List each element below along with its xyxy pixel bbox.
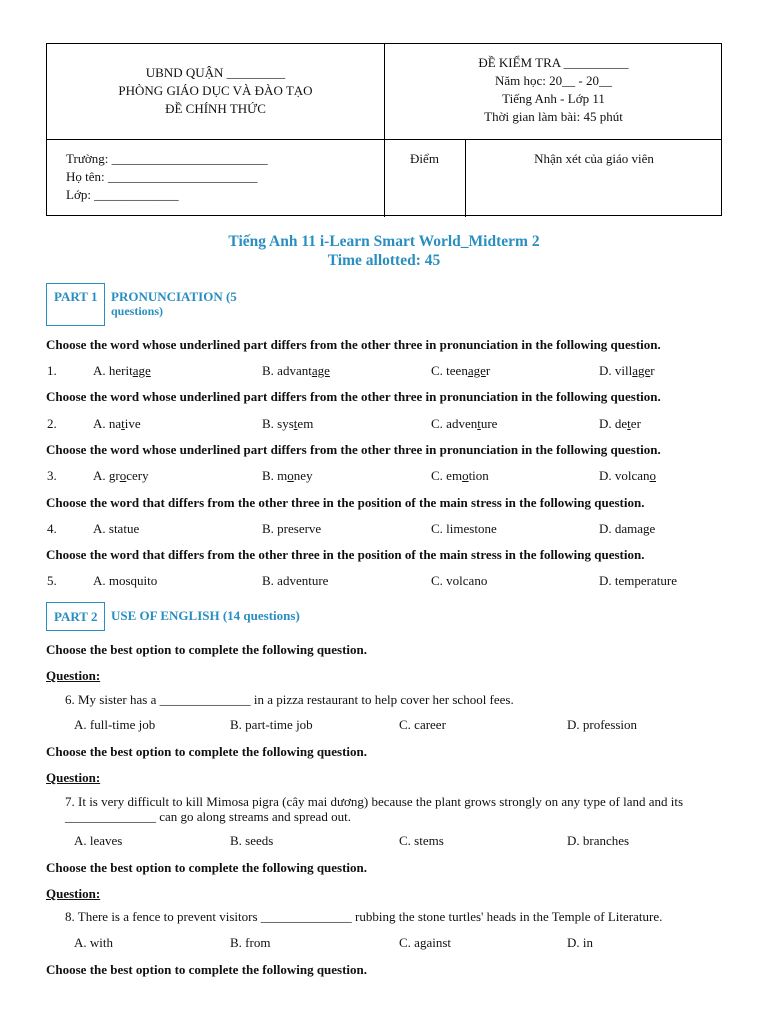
instruction: Choose the best option to complete the following question. — [46, 962, 368, 977]
question-label: Question: — [46, 770, 101, 785]
option-a: A. heritage — [93, 363, 151, 378]
option-d: D. in — [567, 935, 593, 950]
name-field: Họ tên: _______________________ — [66, 169, 258, 184]
exam-title: Tiếng Anh 11 i-Learn Smart World_Midterm 2 — [228, 233, 540, 250]
exam-title-line: ĐỀ KIỂM TRA __________ — [478, 55, 629, 70]
part2-box: PART 2 — [46, 602, 105, 631]
instruction: Choose the word that differs from the other three in the position of the main stress in the following question. — [46, 495, 645, 510]
option-d: D. branches — [567, 833, 630, 848]
option-a: A. native — [93, 416, 141, 431]
question-number: 4. — [47, 521, 57, 536]
instruction: Choose the best option to complete the following question. — [46, 860, 368, 875]
option-b: B. adventure — [262, 573, 329, 588]
instruction: Choose the word whose underlined part differs from the other three in pronunciation in the following question. — [46, 337, 661, 352]
option-d: D. deter — [599, 416, 641, 431]
question-label: Question: — [46, 668, 101, 683]
option-b: B. advantage — [262, 363, 330, 378]
teacher-comment-label: Nhận xét của giáo viên — [534, 151, 654, 166]
subject-line: Tiếng Anh - Lớp 11 — [502, 91, 605, 106]
option-c: C. career — [399, 717, 446, 732]
option-c: C. emotion — [431, 468, 489, 483]
option-b: B. from — [230, 935, 271, 950]
option-c: C. stems — [399, 833, 444, 848]
option-b: B. system — [262, 416, 314, 431]
official-line: ĐỀ CHÍNH THỨC — [165, 101, 266, 116]
option-c: C. against — [399, 935, 451, 950]
question-label: Question: — [46, 886, 101, 901]
table-divider — [47, 139, 721, 140]
part1-label-line: questions) — [111, 304, 164, 318]
instruction: Choose the best option to complete the following question. — [46, 642, 368, 657]
option-d: D. profession — [567, 717, 638, 732]
time-allotted: Time allotted: 45 — [327, 252, 441, 269]
option-d: D. villager — [599, 363, 655, 378]
department-block — [47, 64, 384, 118]
duration-line: Thời gian làm bài: 45 phút — [484, 109, 623, 124]
option-c: C. teenager — [431, 363, 491, 378]
question-text: 7. It is very difficult to kill Mimosa pigra (cây mai dương) because the plant grows strongly on any type of land and its ______________ can go along streams and spread out. — [65, 794, 684, 824]
part1-label — [111, 290, 237, 318]
option-a: A. grocery — [93, 468, 149, 483]
option-c: C. limestone — [431, 521, 497, 536]
instruction: Choose the word whose underlined part differs from the other three in pronunciation in the following question. — [46, 442, 661, 457]
part1-box: PART 1 — [46, 283, 105, 326]
option-b: B. seeds — [230, 833, 274, 848]
question-number: 5. — [47, 573, 57, 588]
option-a: A. full-time job — [74, 717, 156, 732]
exam-info-block — [384, 54, 723, 126]
header-table — [46, 43, 722, 216]
department-line: PHÒNG GIÁO DỤC VÀ ĐÀO TẠO — [118, 83, 313, 98]
option-c: C. adventure — [431, 416, 498, 431]
class-field: Lớp: _____________ — [66, 187, 179, 202]
option-b: B. part-time job — [230, 717, 313, 732]
school-field: Trường: ________________________ — [66, 151, 268, 166]
option-b: B. preserve — [262, 521, 322, 536]
instruction: Choose the word that differs from the other three in the position of the main stress in the following question. — [46, 547, 645, 562]
score-label: Điểm — [410, 151, 439, 166]
student-info-block — [66, 150, 376, 204]
district-line: UBND QUẬN _________ — [145, 65, 286, 80]
option-a: A. leaves — [74, 833, 123, 848]
question-number: 3. — [47, 468, 57, 483]
instruction: Choose the word whose underlined part differs from the other three in pronunciation in the following question. — [46, 389, 661, 404]
option-b: B. money — [262, 468, 313, 483]
option-a: A. statue — [93, 521, 140, 536]
option-d: D. temperature — [599, 573, 677, 588]
option-d: D. damage — [599, 521, 656, 536]
question-text: 6. My sister has a ______________ in a pizza restaurant to help cover her school fees. — [65, 692, 514, 707]
part1-label-line: PRONUNCIATION (5 — [111, 289, 237, 304]
option-a: A. with — [74, 935, 113, 950]
question-number: 1. — [47, 363, 57, 378]
instruction: Choose the best option to complete the following question. — [46, 744, 368, 759]
question-number: 2. — [47, 416, 57, 431]
question-text: 8. There is a fence to prevent visitors ______________ rubbing the stone turtles' heads in the Temple of Literature. — [65, 909, 663, 924]
school-year-line: Năm học: 20__ - 20__ — [495, 73, 612, 88]
option-d: D. volcano — [599, 468, 657, 483]
option-a: A. mosquito — [93, 573, 158, 588]
option-c: C. volcano — [431, 573, 488, 588]
part2-label: USE OF ENGLISH (14 questions) — [111, 608, 300, 623]
